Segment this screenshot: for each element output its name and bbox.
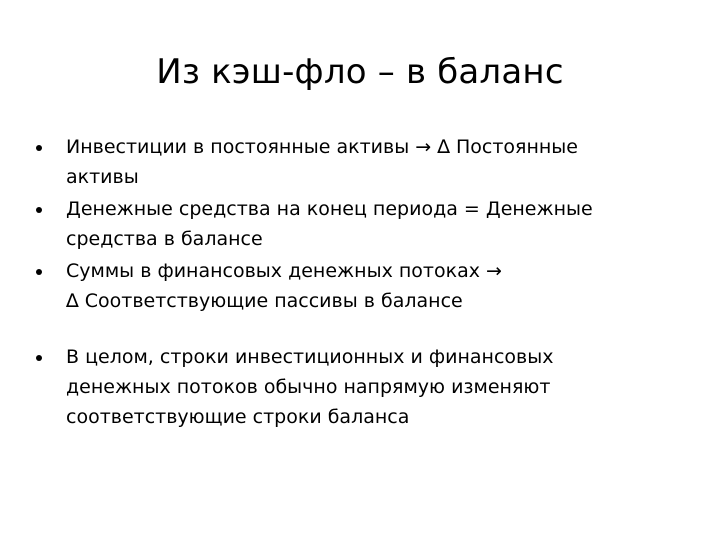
bullet-text-line: активы xyxy=(66,166,139,188)
bullet-icon xyxy=(36,355,42,361)
bullet-icon xyxy=(36,269,42,275)
bullet-text-line: соответствующие строки баланса xyxy=(66,406,410,428)
bullet-text-line: средства в балансе xyxy=(66,228,263,250)
bullet-text-line: Суммы в финансовых денежных потоках → xyxy=(66,260,502,282)
bullet-text-line: Денежные средства на конец периода = Денежные xyxy=(66,198,593,220)
bullet-list xyxy=(36,132,696,434)
bullet-text-line: ∆ Соответствующие пассивы в балансе xyxy=(66,290,463,312)
bullet-text-line: Инвестиции в постоянные активы → ∆ Постоянные xyxy=(66,136,578,158)
bullet-item-cash xyxy=(36,194,696,254)
bullet-item-summary xyxy=(36,342,696,432)
bullet-text-line: денежных потоков обычно напрямую изменяют xyxy=(66,376,551,398)
bullet-icon xyxy=(36,145,42,151)
bullet-item-investments xyxy=(36,132,696,192)
slide-title: Из кэш-фло – в баланс xyxy=(156,52,564,92)
bullet-text-line: В целом, строки инвестиционных и финансовых xyxy=(66,346,554,368)
bullet-icon xyxy=(36,207,42,213)
bullet-item-financing xyxy=(36,256,696,316)
